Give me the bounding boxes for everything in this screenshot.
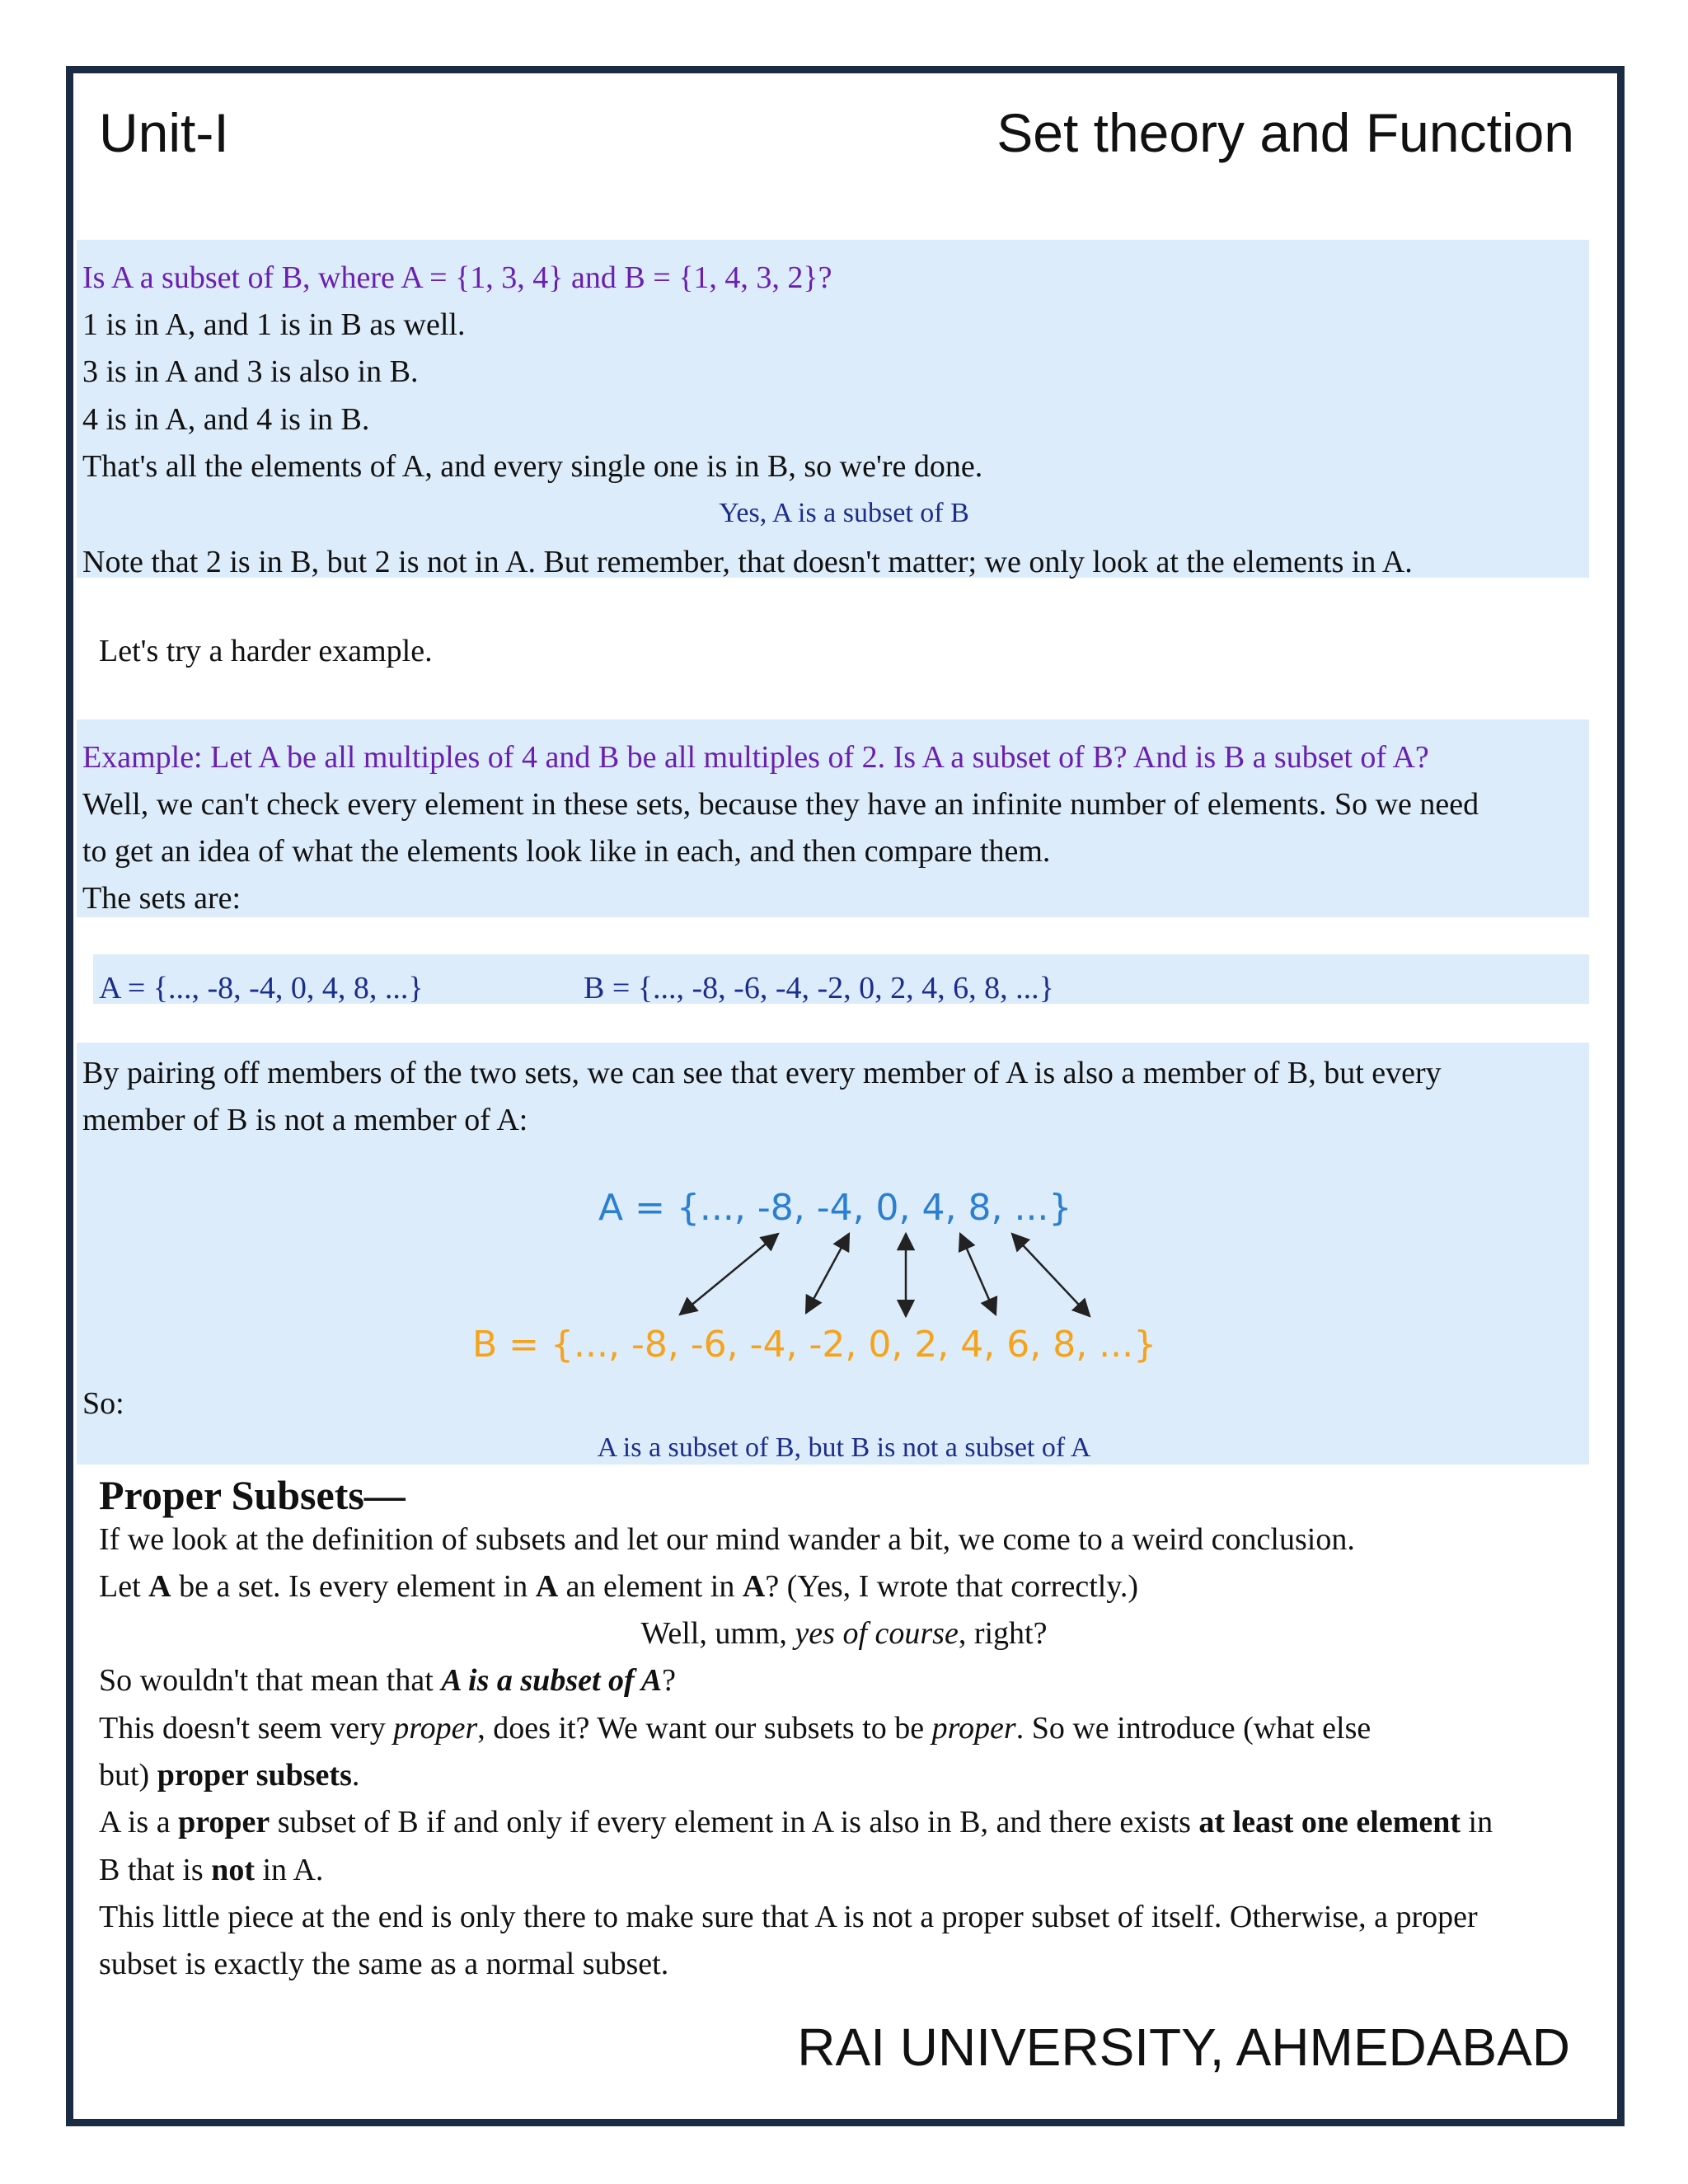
footer-university: RAI UNIVERSITY, AHMEDABAD [797, 2018, 1570, 2077]
section-title: Proper Subsets— [99, 1472, 406, 1518]
set-a-definition: A = {..., -8, -4, 0, 4, 8, ...} [99, 971, 424, 1005]
example1-line: That's all the elements of A, and every single one is in B, so we're done. [82, 449, 983, 484]
example2-line: The sets are: [82, 881, 241, 916]
example2-line: to get an idea of what the elements look like in each, and then compare them. [82, 834, 1051, 869]
set-b-definition: B = {..., -8, -6, -4, -2, 0, 2, 4, 6, 8, ...} [584, 971, 1054, 1005]
paragraph-line: A is a proper subset of B if and only if every element in A is also in B, and there exists at least one element in [99, 1805, 1493, 1840]
paragraph-line: This little piece at the end is only there to make sure that A is not a proper subset of itself. Otherwise, a proper [99, 1900, 1478, 1934]
pairing-line: By pairing off members of the two sets, we can see that every member of A is also a member of B, but every [82, 1056, 1442, 1090]
example1-conclusion: Yes, A is a subset of B [719, 498, 969, 528]
so-label: So: [82, 1386, 124, 1421]
transition-text: Let's try a harder example. [99, 634, 433, 668]
paragraph-line: Well, umm, yes of course, right? [640, 1616, 1048, 1651]
figure-set-a: A = {..., -8, -4, 0, 4, 8, ...} [598, 1187, 1072, 1229]
paragraph-line: subset is exactly the same as a normal subset. [99, 1947, 669, 1981]
example2-line: Well, we can't check every element in these sets, because they have an infinite number of elements. So we need [82, 787, 1479, 822]
paragraph-line: Let A be a set. Is every element in A an element in A? (Yes, I wrote that correctly.) [99, 1569, 1138, 1604]
unit-label: Unit-I [99, 102, 229, 163]
example1-question: Is A a subset of B, where A = {1, 3, 4} and B = {1, 4, 3, 2}? [82, 260, 832, 295]
page-title: Set theory and Function [996, 102, 1574, 163]
paragraph-line: but) proper subsets. [99, 1758, 360, 1793]
pair-arrow [806, 1234, 849, 1313]
paragraph-line: If we look at the definition of subsets and let our mind wander a bit, we come to a weird conclusion. [99, 1522, 1355, 1557]
example1-line: 3 is in A and 3 is also in B. [82, 354, 419, 389]
pairing-line: member of B is not a member of A: [82, 1103, 528, 1137]
example1-line: 1 is in A, and 1 is in B as well. [82, 307, 466, 342]
paragraph-line: So wouldn't that mean that A is a subset of A? [99, 1663, 676, 1698]
figure-set-b: B = {..., -8, -6, -4, -2, 0, 2, 4, 6, 8, ...} [472, 1324, 1157, 1366]
pair-arrow [960, 1234, 996, 1315]
pair-arrow [1012, 1234, 1090, 1316]
paragraph-line: This doesn't seem very proper, does it? We want our subsets to be proper. So we introduce (what else [99, 1711, 1372, 1746]
example2-question: Example: Let A be all multiples of 4 and B be all multiples of 2. Is A a subset of B? And is B a subset of A? [82, 740, 1429, 775]
example1-note: Note that 2 is in B, but 2 is not in A. But remember, that doesn't matter; we only look at the elements in A. [82, 545, 1413, 579]
pair-arrow [680, 1234, 778, 1315]
paragraph-line: B that is not in A. [99, 1853, 324, 1887]
example1-line: 4 is in A, and 4 is in B. [82, 402, 370, 437]
pairing-conclusion: A is a subset of B, but B is not a subset of A [597, 1432, 1091, 1463]
